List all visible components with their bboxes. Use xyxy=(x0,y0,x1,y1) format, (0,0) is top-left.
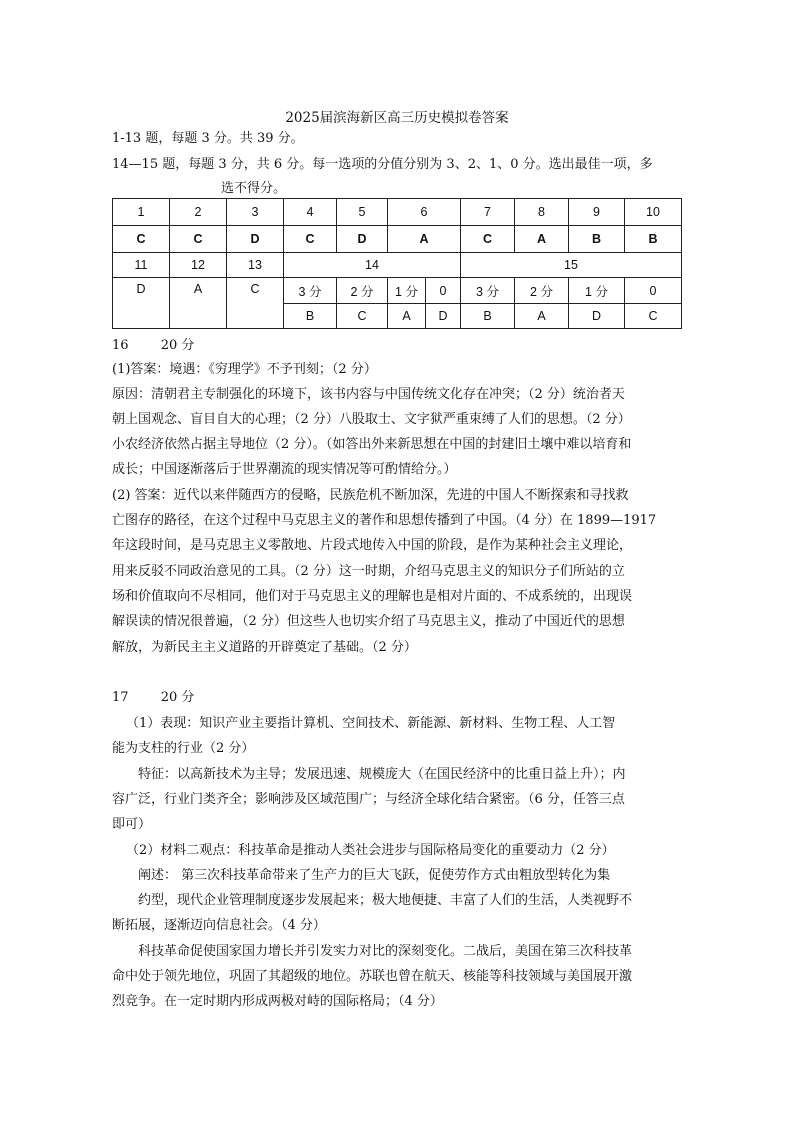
qnum-cell: 7 xyxy=(461,199,515,226)
qnum-cell: 10 xyxy=(625,199,682,226)
q14-option-cell: A xyxy=(388,304,426,329)
q16-line: 原因：清朝君主专制强化的环境下，该书内容与中国传统文化存在冲突；（2 分）统治者天 xyxy=(112,387,625,402)
q15-score-cell: 3 分 xyxy=(461,278,515,304)
q16-line: 用来反驳不同政治意见的工具。（2 分）这一时期，介绍马克思主义的知识分子们所站的立 xyxy=(112,564,625,579)
qnum-cell: 13 xyxy=(227,253,284,278)
question-number-row-2 xyxy=(113,253,682,278)
q17-line: 约型，现代企业管理制度逐步发展起来；极大地便捷、丰富了人们的生活，人类视野不 xyxy=(138,893,633,908)
qnum-cell: 9 xyxy=(569,199,625,226)
answer-cell: C xyxy=(284,226,337,253)
q16-line: (1)答案：境遇：《穷理学》不予刊刻；（2 分） xyxy=(112,362,377,377)
answer-cell: A xyxy=(388,226,461,253)
answer-row-1 xyxy=(113,226,682,253)
q14-score-cell: 1 分 xyxy=(388,278,426,304)
q17-line: 烈竞争。在一定时期内形成两极对峙的国际格局；（4 分） xyxy=(112,994,443,1009)
q16-line: 朝上国观念、盲目自大的心理；（2 分）八股取士、文字狱严重束缚了人们的思想。（2 分） xyxy=(112,412,631,427)
answer-table xyxy=(112,198,682,329)
q17-line: 能为支柱的行业（2 分） xyxy=(112,741,255,756)
q15-score-cell: 2 分 xyxy=(515,278,569,304)
qnum-cell: 8 xyxy=(515,199,569,226)
scoring-rule-2: 14—15 题，每题 3 分，共 6 分。每一选项的分值分别为 3、2、1、0 分。选出最佳一项，多 xyxy=(112,157,653,172)
q15-score-cell: 1 分 xyxy=(569,278,625,304)
q16-line: (2) 答案：近代以来伴随西方的侵略，民族危机不断加深，先进的中国人不断探索和寻找救 xyxy=(112,488,629,503)
q16-number: 16 xyxy=(112,338,129,353)
q17-number: 17 xyxy=(112,690,129,705)
q15-option-cell: C xyxy=(625,304,682,329)
answer-cell: D xyxy=(113,278,170,329)
q17-line: 阐述： 第三次科技革命带来了生产力的巨大飞跃，促使劳作方式由粗放型转化为集 xyxy=(138,868,611,883)
answer-cell: C xyxy=(461,226,515,253)
qnum-cell: 6 xyxy=(388,199,461,226)
q14-score-cell: 0 xyxy=(426,278,461,304)
qnum-cell: 5 xyxy=(337,199,388,226)
q14-option-cell: D xyxy=(426,304,461,329)
qnum-cell-14: 14 xyxy=(284,253,461,278)
q15-option-cell: B xyxy=(461,304,515,329)
q14-option-cell: C xyxy=(337,304,388,329)
answer-cell: D xyxy=(337,226,388,253)
q16-line: 成长；中国逐渐落后于世界潮流的现实情况等可酌情给分。） xyxy=(112,462,457,477)
q16-line: 解放，为新民主主义道路的开辟奠定了基础。（2 分） xyxy=(112,640,417,655)
qnum-cell: 11 xyxy=(113,253,170,278)
q14-score-cell: 3 分 xyxy=(284,278,337,304)
qnum-cell: 1 xyxy=(113,199,170,226)
q16-line: 年这段时间，是马克思主义零散地、片段式地传入中国的阶段，是作为某种社会主义理论， xyxy=(112,538,633,553)
q15-score-cell: 0 xyxy=(625,278,682,304)
scoring-rule-1: 1-13 题，每题 3 分。共 39 分。 xyxy=(112,131,304,146)
q17-line: （1）表现：知识产业主要指计算机、空间技术、新能源、新材料、生物工程、人工智 xyxy=(126,716,616,731)
qnum-cell: 3 xyxy=(227,199,284,226)
q15-option-cell: A xyxy=(515,304,569,329)
q16-line: 亡图存的路径，在这个过程中马克思主义的著作和思想传播到了中国。（4 分）在 1899—1917 xyxy=(112,513,657,528)
answer-cell: B xyxy=(625,226,682,253)
q16-line: 场和价值取向不尽相同，他们对于马克思主义的理解也是相对片面的、不成系统的，出现误 xyxy=(112,589,633,604)
q17-header xyxy=(112,690,194,706)
q17-score: 20 分 xyxy=(160,690,195,705)
q17-line: 容广泛，行业门类齐全；影响涉及区域范围广；与经济全球化结合紧密。（6 分，任答三点 xyxy=(112,792,625,807)
q15-option-cell: D xyxy=(569,304,625,329)
qnum-cell: 12 xyxy=(170,253,227,278)
q17-line: 即可） xyxy=(112,817,152,832)
qnum-cell: 4 xyxy=(284,199,337,226)
q16-header xyxy=(112,338,194,354)
score-row xyxy=(113,278,682,304)
q17-line: （2）材料二观点：科技革命是推动人类社会进步与国际格局变化的重要动力（2 分） xyxy=(126,843,615,858)
q16-line: 解误读的情况很普遍，（2 分）但这些人也切实介绍了马克思主义，推动了中国近代的思想 xyxy=(112,614,625,629)
q14-score-cell: 2 分 xyxy=(337,278,388,304)
q16-score: 20 分 xyxy=(160,338,195,353)
q17-line: 科技革命促使国家国力增长并引发实力对比的深刻变化。二战后，美国在第三次科技革 xyxy=(138,944,633,959)
answer-cell: C xyxy=(170,226,227,253)
answer-cell: C xyxy=(113,226,170,253)
answer-cell: C xyxy=(227,278,284,329)
answer-cell: A xyxy=(170,278,227,329)
qnum-cell-15: 15 xyxy=(461,253,682,278)
qnum-cell: 2 xyxy=(170,199,227,226)
q14-option-cell: B xyxy=(284,304,337,329)
question-number-row-1 xyxy=(113,199,682,226)
q16-line: 小农经济依然占据主导地位（2 分）。（如答出外来新思想在中国的封建旧土壤中难以培育和 xyxy=(112,437,632,452)
answer-cell: A xyxy=(515,226,569,253)
document-title: 2025届滨海新区高三历史模拟卷答案 xyxy=(285,110,509,126)
q17-line: 断拓展，逐渐迈向信息社会。（4 分） xyxy=(112,918,326,933)
scoring-rule-3: 选不得分。 xyxy=(221,181,287,196)
q17-line: 命中处于领先地位，巩固了其超级的地位。苏联也曾在航天、核能等科技领域与美国展开激 xyxy=(112,969,633,984)
answer-cell: B xyxy=(569,226,625,253)
answer-cell: D xyxy=(227,226,284,253)
q17-line: 特征：以高新技术为主导；发展迅速、规模庞大（在国民经济中的比重日益上升）；内 xyxy=(138,767,626,782)
